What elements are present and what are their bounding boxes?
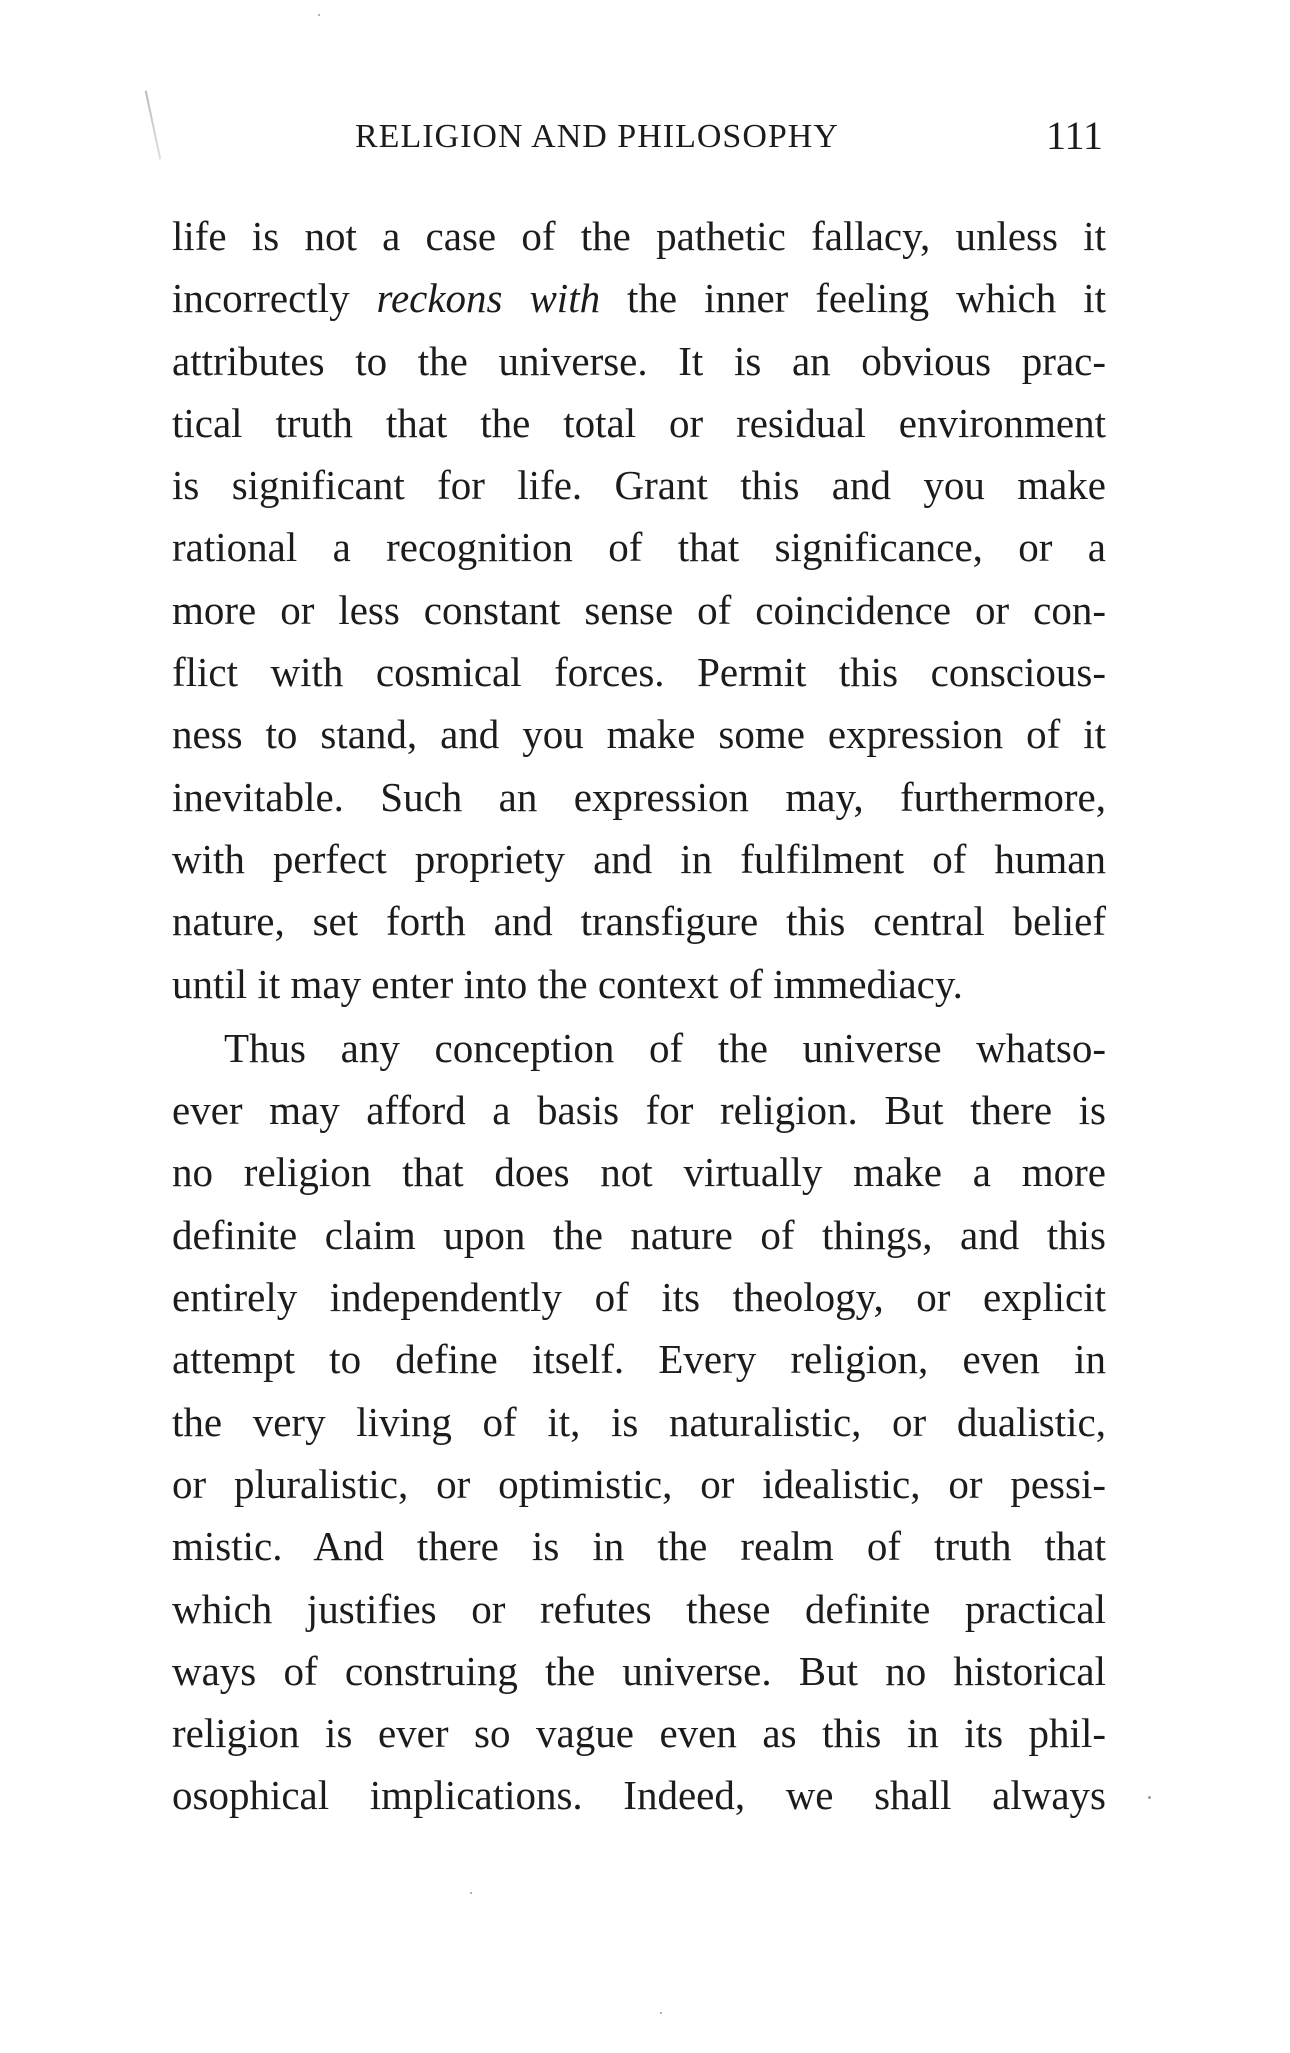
text-line: religion is ever so vague even as this in its phil-	[172, 1710, 1106, 1757]
running-title: RELIGION AND PHILOSOPHY	[355, 118, 839, 155]
text-line: tical truth that the total or residual environment	[172, 399, 1106, 446]
paragraph-end-line: until it may enter into the context of immediacy.	[172, 960, 963, 1007]
text-line: osophical implications. Indeed, we shall always	[172, 1772, 1106, 1819]
text-line: the very living of it, is naturalistic, or dualistic,	[172, 1398, 1106, 1445]
text-line: nature, set forth and transfigure this central belief	[172, 898, 1106, 945]
page-edge-mark	[145, 91, 162, 160]
text-line: no religion that does not virtually make a more	[172, 1149, 1106, 1196]
text-line: more or less constant sense of coincidence or con-	[172, 586, 1106, 633]
text-line: rational a recognition of that significance, or a	[172, 524, 1106, 571]
text-line: inevitable. Such an expression may, furthermore,	[172, 773, 1106, 820]
text-line: definite claim upon the nature of things, and this	[172, 1211, 1106, 1258]
paper-speck	[1148, 1796, 1151, 1799]
paper-speck	[660, 2012, 662, 2014]
text-line: life is not a case of the pathetic fallacy, unless it	[172, 213, 1106, 259]
running-head	[170, 112, 1115, 172]
text-line: which justifies or refutes these definite practical	[172, 1585, 1106, 1632]
text-line: entirely independently of its theology, or explicit	[172, 1274, 1106, 1321]
paragraph-start-line: Thus any conception of the universe whatso-	[224, 1024, 1106, 1071]
page-number: 111	[1045, 113, 1103, 158]
text-line: flict with cosmical forces. Permit this conscious-	[172, 649, 1106, 696]
italic-phrase: reckons with	[376, 275, 601, 322]
text-line: attributes to the universe. It is an obvious prac-	[172, 337, 1106, 384]
text-line: ways of construing the universe. But no historical	[172, 1647, 1106, 1694]
text-line: ever may afford a basis for religion. But there is	[172, 1087, 1106, 1134]
text-line: ness to stand, and you make some expression of it	[172, 711, 1106, 758]
body-text	[172, 205, 1106, 1827]
text-line: attempt to define itself. Every religion, even in	[172, 1336, 1106, 1383]
text-line: or pluralistic, or optimistic, or idealistic, or pessi-	[172, 1460, 1106, 1507]
paper-speck	[470, 1892, 472, 1894]
text-line: mistic. And there is in the realm of truth that	[172, 1523, 1106, 1570]
text-line: incorrectly reckons with the inner feeling which it	[172, 275, 1106, 322]
paper-speck	[318, 14, 320, 16]
text-line: is significant for life. Grant this and you make	[172, 462, 1106, 509]
text-line: with perfect propriety and in fulfilment of human	[172, 835, 1106, 882]
